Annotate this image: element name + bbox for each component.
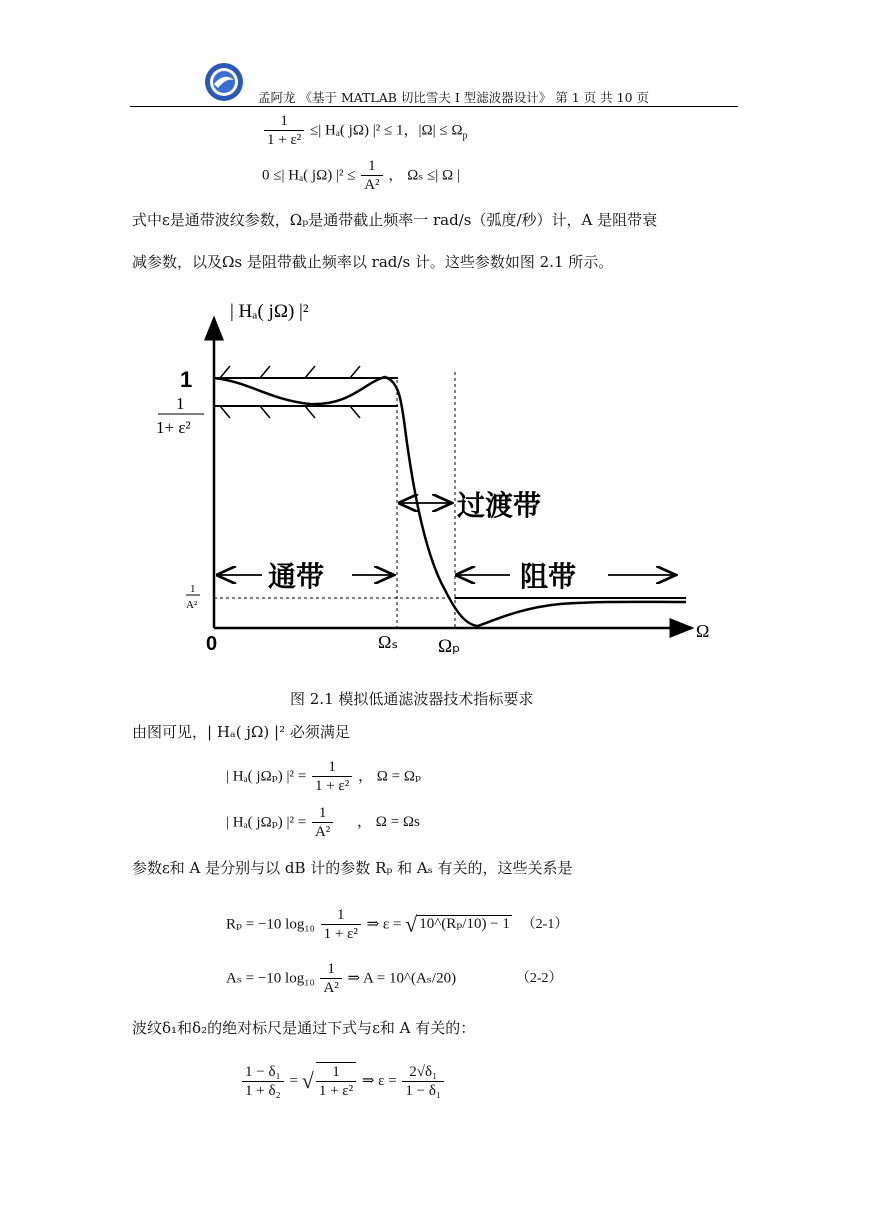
omega-s-label: Ωₛ [378, 632, 399, 652]
inequality-stopband: 0 ≤| Hₐ( jΩ) |² ≤ $\frac{1}{\text{A²}}$ ， Ωₛ ≤| Ω | [262, 158, 460, 193]
tick-eps-num: 1 [176, 394, 185, 413]
tick-a-den: A² [186, 599, 198, 611]
lowpass-spec-figure [140, 290, 740, 670]
tick-one: 1 [180, 367, 193, 392]
paragraph-line: 式中ε是通带波纹参数，Ωₚ是通带截止频率一 rad/s（弧度/秒）计，A 是阻带衰 [132, 211, 658, 229]
tick-a-num: 1 [190, 583, 196, 595]
hatch-marks [220, 366, 360, 418]
inequality-passband: $\frac{1}{\text{1 + ε²}}$ ≤| Hₐ( jΩ) |² ≤ 1，$|\Omega| \le \Omega_p$ [262, 112, 468, 150]
passband-label: 通带 [268, 561, 325, 592]
transition-label: 过渡带 [457, 490, 542, 521]
university-logo-icon [204, 62, 244, 102]
stopband-label: 阻带 [520, 561, 577, 592]
paragraph-line: 参数ε和 A 是分别与以 dB 计的参数 Rₚ 和 Aₛ 有关的，这些关系是 [132, 859, 573, 877]
paragraph-line: 由图可见，| Hₐ( jΩ) |² 必须满足 [132, 723, 350, 741]
omega-axis-label: Ω [696, 621, 710, 641]
origin-label: 0 [206, 633, 218, 655]
equation-2-2: Aₛ = −10 log₁₀ $\frac{1}{\text{A²}}$ ⇒ A = 10^(Aₛ/20) （2-2） [226, 961, 563, 996]
condition-passband-edge: | Hₐ( jΩₚ) |² = $\frac{1}{\text{1 + ε²}}$ ， Ω = Ωₚ [226, 759, 421, 794]
figure-caption: 图 2.1 模拟低通滤波器技术指标要求 [290, 690, 534, 708]
tick-eps-den: 1+ ε² [156, 418, 191, 437]
ripple-relation-equation: $\frac{\text{1 − δ₁}}{\text{1 + δ₂}}$ = √ $\frac{1}{\text{1 + ε²}}$ ⇒ ε = $\frac{\text{2√δ₁}}{\text{1 − δ₁}}$ [240, 1062, 446, 1101]
y-axis-label: | Hₐ( jΩ) |² [230, 301, 309, 322]
condition-stopband-edge: | Hₐ( jΩₚ) |² = $\frac{1}{\text{A²}}$ ， Ω = Ωs [226, 805, 420, 840]
omega-p-label: Ωₚ [438, 636, 461, 657]
header-rule [130, 106, 738, 107]
paragraph-line: 减参数，以及Ωs 是阻带截止频率以 rad/s 计。这些参数如图 2.1 所示。 [132, 253, 614, 271]
equation-2-1: Rₚ = −10 log₁₀ $\frac{1}{\text{1 + ε²}}$ ⇒ ε = √ 10^(Rₚ/10) − 1 （2-1） [226, 907, 569, 942]
paragraph-line: 波纹δ₁和δ₂的绝对标尺是通过下式与ε和 A 有关的： [132, 1019, 476, 1037]
page-header: 孟阿龙 《基于 MATLAB 切比雪夫 I 型滤波器设计》 第 1 页 共 10 页 [258, 90, 649, 105]
